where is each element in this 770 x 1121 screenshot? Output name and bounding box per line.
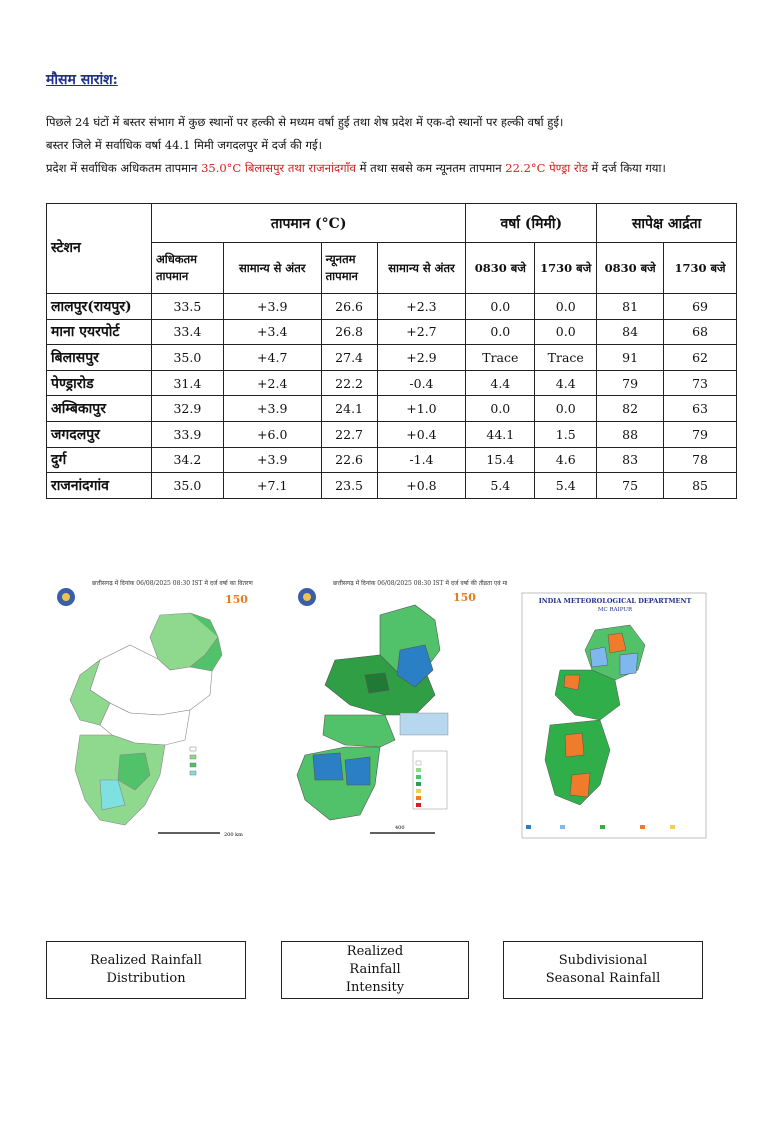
station-name: लालपुर(रायपुर): [47, 294, 152, 320]
cell-h2: 69: [664, 294, 737, 320]
map2-title: छत्तीसगढ़ में दिनांक 06/08/2025 08:30 IST में दर्ज वर्षा की तीव्रता एवं मात्रा: [333, 580, 507, 587]
cell-h1: 81: [597, 294, 664, 320]
cell-max: 34.2: [151, 447, 223, 473]
cell-h1: 79: [597, 370, 664, 396]
station-name: माना एयरपोर्ट: [47, 319, 152, 345]
cell-r1: 0.0: [466, 294, 535, 320]
summary-line-3-e: में दर्ज किया गया।: [587, 161, 666, 175]
map-seasonal-rainfall: [520, 575, 710, 845]
summary-line-1: पिछले 24 घंटों में बस्तर संभाग में कुछ स्थानों पर हल्की से मध्यम वर्षा हुई तथा शेष प्रदेश में एक-दो स्थानों पर हल्की वर्षा हुई।: [46, 115, 564, 129]
caption-3-text: Subdivisional Seasonal Rainfall: [545, 953, 661, 986]
cell-dmax: +7.1: [223, 473, 321, 499]
cell-min: 24.1: [321, 396, 377, 422]
min-temp-header-1: न्यूनतम: [325, 252, 356, 266]
min-temp-header: [321, 243, 377, 294]
summary-max-temp-highlight: 35.0°C बिलासपुर तथा राजनांदगाँव: [201, 161, 356, 175]
cell-r2: 4.6: [535, 447, 597, 473]
cell-dmax: +6.0: [223, 421, 321, 447]
min-temp-header-2: तापमान: [325, 269, 358, 283]
station-name: राजनांदगांव: [47, 473, 152, 499]
summary-line-3-c: में तथा सबसे कम न्यूनतम तापमान: [355, 161, 506, 175]
cell-max: 31.4: [151, 370, 223, 396]
cell-min: 22.7: [321, 421, 377, 447]
cell-r1: 4.4: [466, 370, 535, 396]
cell-h1: 82: [597, 396, 664, 422]
cell-min: 26.8: [321, 319, 377, 345]
cell-r2: 1.5: [535, 421, 597, 447]
cell-h2: 63: [664, 396, 737, 422]
caption-2-text: Realized Rainfall Intensity: [345, 944, 405, 995]
cell-dmin: +1.0: [377, 396, 466, 422]
summary-line-3-a: प्रदेश में सर्वाधिक अधिकतम तापमान: [46, 161, 202, 175]
cell-r1: 44.1: [466, 421, 535, 447]
cell-h2: 73: [664, 370, 737, 396]
cell-r2: 0.0: [535, 396, 597, 422]
cell-min: 22.2: [321, 370, 377, 396]
cell-max: 33.9: [151, 421, 223, 447]
cell-r1: 15.4: [466, 447, 535, 473]
rain-0830-header: 0830 बजे: [466, 243, 535, 294]
summary-line-3: [46, 160, 666, 176]
cell-dmax: +3.9: [223, 396, 321, 422]
cell-dmax: +4.7: [223, 345, 321, 371]
cell-r2: 0.0: [535, 319, 597, 345]
cell-r1: 5.4: [466, 473, 535, 499]
table-row: [47, 319, 737, 345]
station-name: पेण्ड्रारोड: [47, 370, 152, 396]
cell-h1: 91: [597, 345, 664, 371]
cell-h1: 88: [597, 421, 664, 447]
summary-heading: मौसम सारांश:: [46, 72, 118, 88]
cell-dmin: +2.3: [377, 294, 466, 320]
cell-dmax: +3.4: [223, 319, 321, 345]
cell-r2: Trace: [535, 345, 597, 371]
cell-h2: 79: [664, 421, 737, 447]
cell-r2: 5.4: [535, 473, 597, 499]
rh-0830-header: 0830 बजे: [597, 243, 664, 294]
temperature-header: तापमान (°C): [151, 204, 465, 243]
max-temp-header: [151, 243, 223, 294]
cell-dmax: +3.9: [223, 294, 321, 320]
table-row: [47, 473, 737, 499]
imd-logo-icon: [298, 588, 316, 606]
cell-min: 22.6: [321, 447, 377, 473]
rainfall-header: वर्षा (मिमी): [466, 204, 597, 243]
max-departure-header: सामान्य से अंतर: [223, 243, 321, 294]
map-rainfall-distribution: [40, 575, 262, 845]
cell-h2: 85: [664, 473, 737, 499]
cell-min: 27.4: [321, 345, 377, 371]
caption-rainfall-intensity: [281, 941, 469, 999]
summary-line-2: बस्तर जिले में सर्वाधिक वर्षा 44.1 मिमी जगदलपुर में दर्ज की गई।: [46, 138, 323, 152]
table-row: [47, 396, 737, 422]
table-row: [47, 421, 737, 447]
map3-title: INDIA METEOROLOGICAL DEPARTMENT: [538, 597, 692, 605]
cell-dmin: +0.4: [377, 421, 466, 447]
cell-h1: 83: [597, 447, 664, 473]
caption-seasonal-rainfall: [503, 941, 703, 999]
cell-dmax: +3.9: [223, 447, 321, 473]
cell-dmin: +2.7: [377, 319, 466, 345]
cell-dmin: -0.4: [377, 370, 466, 396]
cell-dmin: -1.4: [377, 447, 466, 473]
rain-1730-header: 1730 बजे: [535, 243, 597, 294]
max-temp-header-1: अधिकतम: [155, 252, 198, 266]
cell-max: 32.9: [151, 396, 223, 422]
station-header: स्टेशन: [47, 204, 152, 294]
table-row: [47, 370, 737, 396]
map-rainfall-intensity: [285, 575, 507, 845]
humidity-header: सापेक्ष आर्द्रता: [597, 204, 737, 243]
station-name: जगदलपुर: [47, 421, 152, 447]
map1-title: छत्तीसगढ़ में दिनांक 06/08/2025 08:30 IST में दर्ज वर्षा का वितरण: [92, 580, 253, 587]
cell-h1: 75: [597, 473, 664, 499]
map2-imd150-icon: 150: [453, 591, 476, 604]
cell-max: 35.0: [151, 473, 223, 499]
caption-1-text: Realized Rainfall Distribution: [90, 953, 202, 986]
weather-table: [46, 203, 737, 499]
map1-imd150-icon: 150: [225, 593, 248, 606]
map2-scale-label: 400: [395, 825, 405, 831]
map1-scale-label: 200 km: [224, 832, 243, 838]
cell-dmax: +2.4: [223, 370, 321, 396]
cell-dmin: +0.8: [377, 473, 466, 499]
cell-min: 26.6: [321, 294, 377, 320]
cell-h2: 62: [664, 345, 737, 371]
table-row: [47, 345, 737, 371]
cell-r2: 4.4: [535, 370, 597, 396]
cell-max: 35.0: [151, 345, 223, 371]
rh-1730-header: 1730 बजे: [664, 243, 737, 294]
cell-r1: 0.0: [466, 319, 535, 345]
summary-min-temp-highlight: 22.2°C पेण्ड्रा रोड: [505, 161, 588, 175]
cell-h2: 78: [664, 447, 737, 473]
cell-dmin: +2.9: [377, 345, 466, 371]
imd-logo-icon: [57, 588, 75, 606]
map3-subtitle: MC RAIPUR: [597, 607, 633, 613]
cell-min: 23.5: [321, 473, 377, 499]
table-row: [47, 294, 737, 320]
table-row: [47, 447, 737, 473]
cell-max: 33.5: [151, 294, 223, 320]
cell-r1: 0.0: [466, 396, 535, 422]
cell-h2: 68: [664, 319, 737, 345]
station-name: बिलासपुर: [47, 345, 152, 371]
cell-h1: 84: [597, 319, 664, 345]
cell-r1: Trace: [466, 345, 535, 371]
station-name: अम्बिकापुर: [47, 396, 152, 422]
max-temp-header-2: तापमान: [155, 269, 189, 283]
cell-max: 33.4: [151, 319, 223, 345]
min-departure-header: सामान्य से अंतर: [377, 243, 466, 294]
station-name: दुर्ग: [47, 447, 152, 473]
caption-rainfall-distribution: [46, 941, 246, 999]
cell-r2: 0.0: [535, 294, 597, 320]
